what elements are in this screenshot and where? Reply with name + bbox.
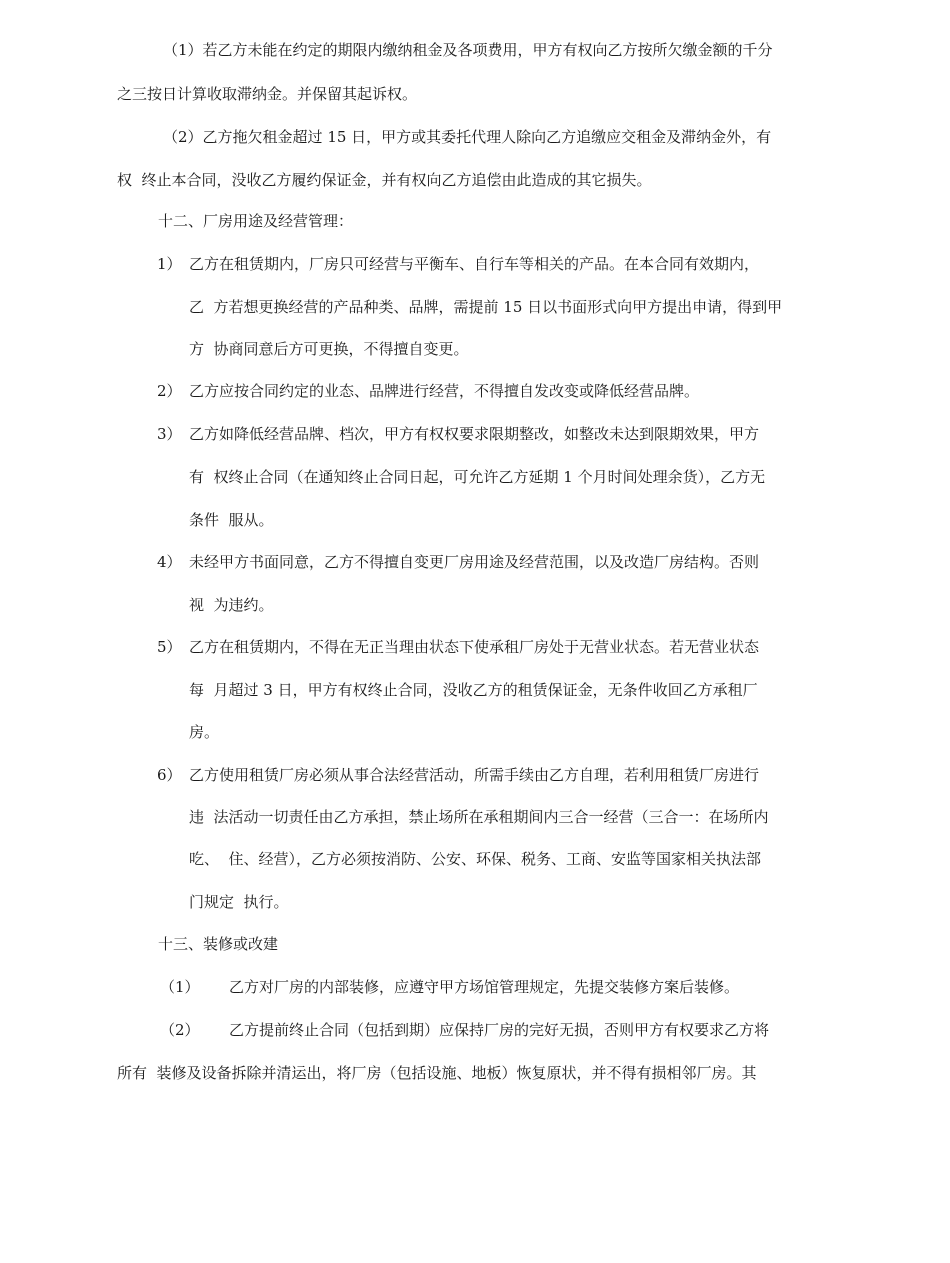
clause-number: （2） [160, 1021, 200, 1039]
paragraph-line: （1）若乙方未能在约定的期限内缴纳租金及各项费用，甲方有权向乙方按所欠缴金额的千分 [163, 41, 773, 59]
list-number: 2） [157, 382, 182, 400]
paragraph-line: 乙方对厂房的内部装修，应遵守甲方场馆管理规定，先提交装修方案后装修。 [229, 978, 740, 996]
list-item-line: 违 法活动一切责任由乙方承担，禁止场所在承租期间内三合一经营（三合一：在场所内 [189, 808, 769, 826]
list-number: 6） [157, 766, 182, 784]
clause-number: （1） [160, 978, 200, 996]
list-item-line: 乙 方若想更换经营的产品种类、品牌，需提前 15 日以书面形式向甲方提出申请，得到甲 [189, 298, 783, 316]
list-number: 5） [157, 638, 182, 656]
list-number: 3） [157, 425, 182, 443]
list-item-line: 条件 服从。 [189, 511, 274, 529]
list-item-line: 视 为违约。 [189, 596, 274, 614]
section-heading: 十三、装修或改建 [158, 935, 279, 953]
list-item-line: 乙方如降低经营品牌、档次，甲方有权权要求限期整改，如整改未达到限期效果，甲方 [189, 425, 760, 443]
paragraph-line: 之三按日计算收取滞纳金。并保留其起诉权。 [117, 85, 418, 103]
paragraph-line: 所有 装修及设备拆除并清运出，将厂房（包括设施、地板）恢复原状，并不得有损相邻厂房。其 [117, 1064, 757, 1082]
list-item-line: 每 月超过 3 日，甲方有权终止合同，没收乙方的租赁保证金，无条件收回乙方承租厂 [189, 681, 758, 699]
list-item-line: 门规定 执行。 [189, 893, 289, 911]
paragraph-line: 乙方提前终止合同（包括到期）应保持厂房的完好无损，否则甲方有权要求乙方将 [229, 1021, 770, 1039]
list-number: 1） [157, 255, 182, 273]
list-item-line: 方 协商同意后方可更换，不得擅自变更。 [189, 340, 469, 358]
list-item-line: 未经甲方书面同意，乙方不得擅自变更厂房用途及经营范围，以及改造厂房结构。否则 [189, 553, 760, 571]
section-heading: 十二、厂房用途及经营管理： [158, 212, 354, 230]
list-item-line: 房。 [189, 723, 220, 741]
list-item-line: 乙方在租赁期内，厂房只可经营与平衡车、自行车等相关的产品。在本合同有效期内， [189, 255, 760, 273]
paragraph-line: 权 终止本合同，没收乙方履约保证金，并有权向乙方追偿由此造成的其它损失。 [117, 171, 652, 189]
list-item-line: 有 权终止合同（在通知终止合同日起，可允许乙方延期 1 个月时间处理余货），乙方无 [189, 468, 766, 486]
list-number: 4） [157, 553, 182, 571]
list-item-line: 吃、 住、经营），乙方必须按消防、公安、环保、税务、工商、安监等国家相关执法部 [189, 850, 762, 868]
list-item-line: 乙方在租赁期内，不得在无正当理由状态下使承租厂房处于无营业状态。若无营业状态 [189, 638, 760, 656]
list-item-line: 乙方应按合同约定的业态、品牌进行经营，不得擅自发改变或降低经营品牌。 [189, 382, 700, 400]
paragraph-line: （2）乙方拖欠租金超过 15 日，甲方或其委托代理人除向乙方追缴应交租金及滞纳金外，有 [163, 128, 772, 146]
list-item-line: 乙方使用租赁厂房必须从事合法经营活动，所需手续由乙方自理，若利用租赁厂房进行 [189, 766, 760, 784]
